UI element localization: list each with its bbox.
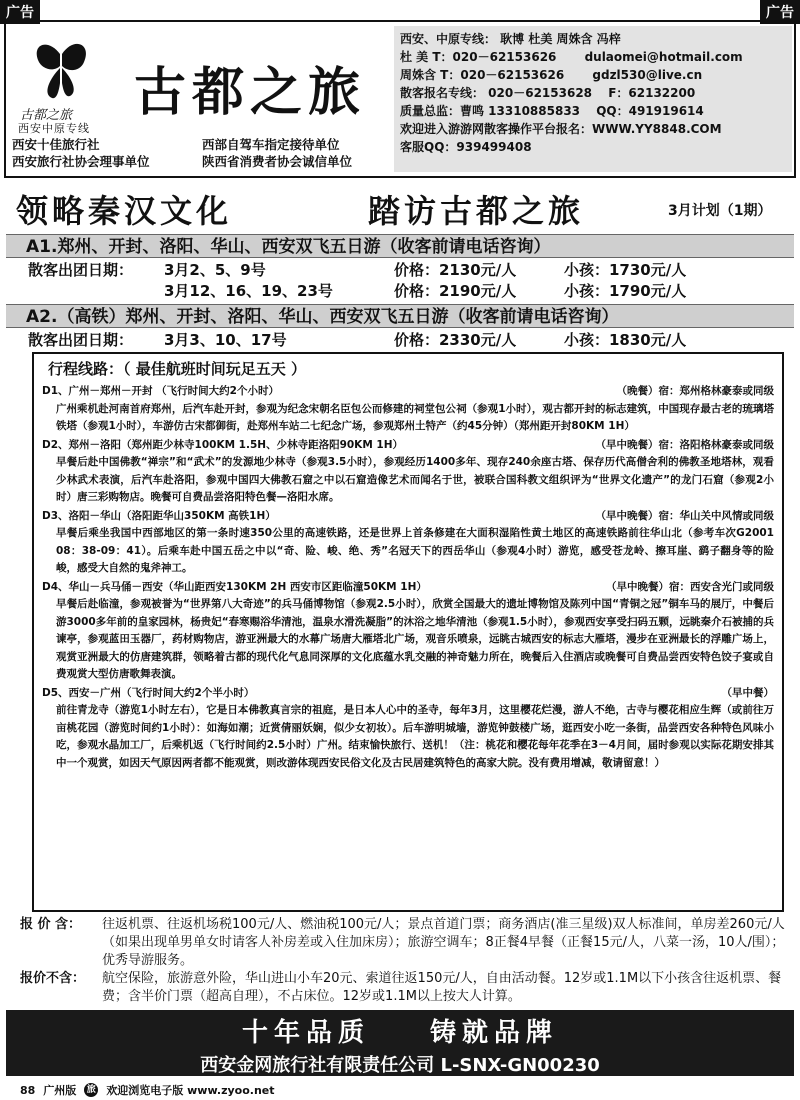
day-description: 前往青龙寺（游览1小时左右），它是日本佛教真言宗的祖庭，是日本人心中的圣寺，每年3月，这里樱花烂漫，游人不绝，古寺与樱花相应生辉（或前往万亩桃花园（游览时间约1小时）：如海如潮；近赏倩丽妖娴，似少女初妆）。后车游明城墙，游览钟鼓楼广场，逛西安小吃一条街，品尝西安各种特色风味小吃，参观水晶加工厂，后乘机返（飞行时间约2.5小时）广州。结束愉快旅行、送机！（注：桃花和樱花每年花季在3－4月间，届时参观以实际花期安排其中一个观赏，如因天气原因两者都不能观赏，则改游体现西安民俗文化及古民居建筑特色的高家大院。没有费用增减，敬请留意！） xyxy=(56,704,774,769)
itinerary-day xyxy=(42,685,774,773)
slogan-right: 铸就品牌 xyxy=(430,1018,559,1048)
day-meals-stay: （晚餐）宿：郑州格林豪泰或同级 xyxy=(616,385,774,397)
itinerary-day xyxy=(42,437,774,507)
route-a1-dates xyxy=(24,260,784,302)
brand-title: 古都之旅 xyxy=(134,62,367,123)
contact-line: 客服QQ：939499408 xyxy=(400,140,532,154)
price-included-label: 报 价 含： xyxy=(20,917,82,932)
footer-banner xyxy=(6,1010,794,1076)
day-heading: D3、洛阳－华山（洛阳距华山350KM 高铁1H） xyxy=(42,509,276,522)
price-included xyxy=(20,916,786,970)
child-price: 小孩：1830元/人 xyxy=(564,331,687,349)
headline xyxy=(8,186,792,230)
day-description: 早餐后赴中国佛教“禅宗”和“武术”的发源地少林寺（参观3.5小时），参观经历1400多年、现存240余座古塔、保存历代高僧舍利的佛教圣地塔林，观看少林武术表演，后汽车赴洛阳，参观中国四大佛教石窟之中以石窟造像艺术而闻名于世，被联合国科教文组织评为“世界文化遗产”的龙门石窟（参观2小时）唐三彩购物店。晚餐可自费品尝洛阳特色餐—洛阳水席。 xyxy=(56,456,774,503)
adult-price: 价格：2190元/人 xyxy=(394,282,517,300)
price-included-text: 往返机票、往返机场税100元/人、燃油税100元/人；景点首道门票；商务酒店(准三星级)双人标准间，单房差260元/人（如果出现单男单女时请客人补房差或入住加床房）；旅游空调车；8正餐4早餐（正餐15元/人，八菜一汤，10人/围）；优秀导游服务。 xyxy=(102,917,785,968)
adult-price: 价格：2330元/人 xyxy=(394,331,517,349)
site-note: 欢迎浏览电子版 www.zyoo.net xyxy=(106,1084,275,1097)
route-a2-dates xyxy=(24,330,784,350)
headline-left: 领略秦汉文化 xyxy=(16,192,233,230)
itinerary-day xyxy=(42,508,774,578)
itinerary-day xyxy=(42,383,774,436)
day-heading: D5、西安－广州（飞行时间大约2个半小时） xyxy=(42,686,255,699)
day-description: 早餐后乘坐我国中西部地区的第一条时速350公里的高速铁路，还是世界上首条修建在大面积湿陷性黄土地区的高速铁路前往华山北（参考车次G2001 08：38-09：41）。后乘车赴中国五岳之中以“奇、险、峻、绝、秀”名冠天下的西岳华山（参观4小时）游览，感受苍龙岭、擦耳崖、鹞子翻身等的险峻，感受大自然的鬼斧神工。 xyxy=(56,527,774,574)
contact-line: 杜 美 T：020－62153626 dulaomei@hotmail.com xyxy=(400,50,743,64)
logo-small-text: 古都之旅 xyxy=(20,108,73,123)
honor-units-left xyxy=(12,136,150,170)
child-price: 小孩：1730元/人 xyxy=(564,261,687,279)
day-meals-stay: （早中晚餐）宿：华山关中风情或同级 xyxy=(595,509,774,522)
dates-label: 散客出团日期： xyxy=(28,261,134,279)
itinerary-title: 行程线路：（ 最佳航班时间玩足五天 ） xyxy=(48,360,306,378)
brand-subtitle: 西安中原专线 xyxy=(18,122,90,135)
honor-unit: 陕西省消费者协会诚信单位 xyxy=(202,154,353,169)
itinerary-box xyxy=(32,352,784,912)
child-price: 小孩：1790元/人 xyxy=(564,282,687,300)
day-meals-stay: （早中晚餐）宿：洛阳格林豪泰或同级 xyxy=(595,438,774,451)
day-meals-stay: （早中餐） xyxy=(721,686,774,699)
departure-dates: 3月3、10、17号 xyxy=(164,331,287,349)
itinerary-day xyxy=(42,579,774,684)
day-description: 广州乘机赴河南首府郑州，后汽车赴开封，参观为纪念宋朝名臣包公而修建的祠堂包公祠（参观1小时），观古都开封的标志建筑，中国现存最古老的琉璃塔铁塔（参观1小时），车游仿古宋都御街，赴郑州车站二七纪念广场，参观郑州土特产（约45分钟）（郑州距开封80KM 1H） xyxy=(56,402,774,432)
contact-line: 周姝含 T：020－62153626 gdzl530@live.cn xyxy=(400,68,703,82)
day-heading: D1、广州－郑州－开封 （飞行时间大约2个小时） xyxy=(42,385,279,397)
dates-label: 散客出团日期： xyxy=(28,331,134,349)
honor-unit: 西安旅行社协会理事单位 xyxy=(12,154,150,169)
honor-units-right xyxy=(202,136,352,170)
contact-line: 欢迎进入游游网散客操作平台报名：WWW.YY8848.COM xyxy=(400,122,722,136)
plan-label: 3月计划（1期） xyxy=(668,203,772,219)
ad-tag-right: 广告 xyxy=(760,0,800,24)
departure-dates: 3月2、5、9号 xyxy=(164,261,266,279)
edition-label: 广州版 xyxy=(43,1084,77,1097)
contact-line: 西安、中原专线： 耿博 杜美 周姝含 冯梓 xyxy=(400,32,621,46)
day-heading: D4、华山－兵马俑－西安（华山距西安130KM 2H 西安市区距临潼50KM 1H） xyxy=(42,580,427,593)
price-excluded-label: 报价不含： xyxy=(20,971,86,986)
honor-unit: 西部自驾车指定接待单位 xyxy=(202,137,340,152)
travel-badge-icon: 旅 xyxy=(84,1083,98,1097)
adult-price: 价格：2130元/人 xyxy=(394,261,517,279)
headline-right: 踏访古都之旅 xyxy=(368,192,585,230)
header-box xyxy=(4,20,796,178)
page-number: 88 xyxy=(20,1083,36,1097)
departure-dates: 3月12、16、19、23号 xyxy=(164,282,333,300)
price-excluded-text: 航空保险，旅游意外险，华山进山小车20元、索道往返150元/人，自由活动餐。12岁或1.1M以下小孩含往返机票、餐费；含半价门票（超高自理），不占床位。12岁或1.1M以上按大人计算。 xyxy=(102,971,782,1004)
honor-unit: 西安十佳旅行社 xyxy=(12,137,100,152)
route-a1-title: A1.郑州、开封、洛阳、华山、西安双飞五日游（收客前请电话咨询） xyxy=(6,234,794,258)
slogan-left: 十年品质 xyxy=(241,1018,370,1048)
page-footer xyxy=(20,1082,275,1098)
ad-tag-left: 广告 xyxy=(0,0,40,24)
contact-line: 散客报名专线： 020－62153628 F：62132200 xyxy=(400,86,696,100)
company-license: 西安金网旅行社有限责任公司 L-SNX-GN00230 xyxy=(200,1055,600,1076)
day-description: 早餐后赴临潼，参观被誉为“世界第八大奇迹”的兵马俑博物馆（参观2.5小时），欣赏全国最大的遗址博物馆及陈列中国“青铜之冠”铜车马的展厅，中餐后游3000多年前的皇家园林，杨贵妃“春寒赐浴华清池，温泉水滑洗凝脂”的沐浴之地华清池（参观1.5小时），参观西安享受扫码五颗，远眺秦介石被捕的兵谏亭，参观蓝田玉器厂，药材购物店，游亚洲最大的水幕广场唐大雁塔北广场，观音乐喷泉，远眺古城西安的标志大雁塔，漫步在亚洲最长的浮雕广场上，观赏亚洲最大的仿唐建筑群，领略着古都的现代化气息同深厚的文化底蕴水乳交融的神奇魅力所在，晚餐后入住酒店或晚餐可自费品尝西安特色饺子宴或自费观赏大型仿唐歌舞表演。 xyxy=(56,598,774,680)
day-meals-stay: （早中晚餐）宿：西安含光门或同级 xyxy=(606,580,774,593)
route-a2-title: A2.（高铁）郑州、开封、洛阳、华山、西安双飞五日游（收客前请电话咨询） xyxy=(6,304,794,328)
price-excluded xyxy=(20,970,786,1006)
day-heading: D2、郑州－洛阳（郑州距少林寺100KM 1.5H、少林寺距洛阳90KM 1H） xyxy=(42,438,404,451)
contact-panel xyxy=(394,26,792,172)
contact-line: 质量总监：曹鸣 13310885833 QQ：491919614 xyxy=(400,104,704,118)
